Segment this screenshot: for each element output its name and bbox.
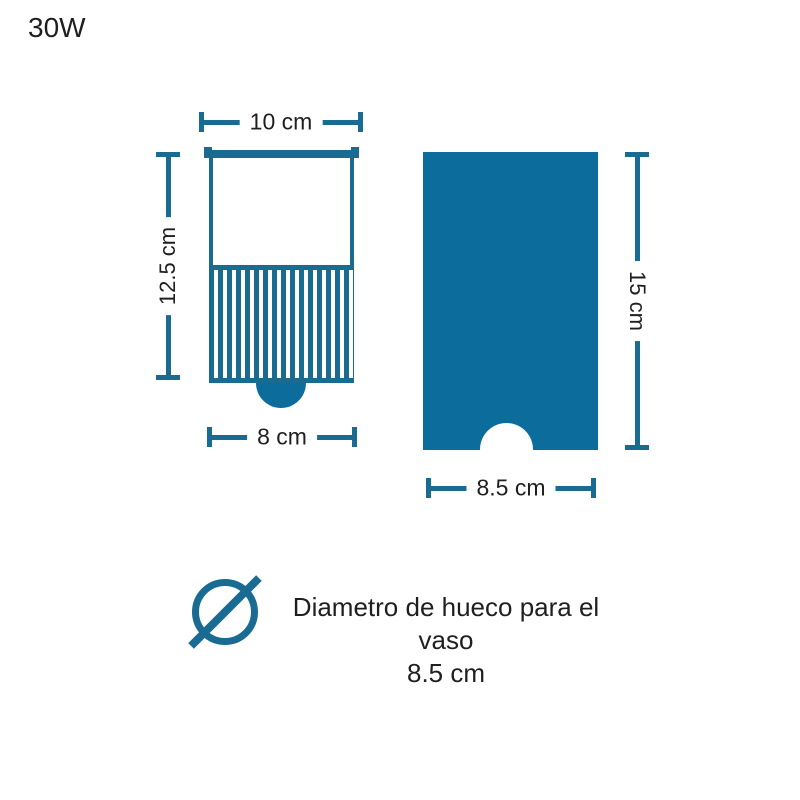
- dim-front-height: [156, 152, 180, 380]
- holder-bottom-knob: [256, 383, 306, 408]
- dim-top-width: [199, 108, 363, 135]
- diameter-note: [270, 591, 622, 690]
- dimension-end-cap: [625, 445, 649, 450]
- dim-side-height-label: 15 cm: [625, 261, 649, 341]
- dim-front-height-label: 12.5 cm: [156, 217, 180, 315]
- dim-side-bottom-width: [426, 474, 596, 501]
- dimension-end-cap: [207, 427, 212, 447]
- dimension-end-cap: [358, 112, 363, 132]
- lid-end-cap: [351, 147, 359, 158]
- dimension-end-cap: [199, 112, 204, 132]
- diameter-icon: [192, 579, 258, 645]
- dim-side-height: [625, 152, 649, 450]
- wattage-label: 30W: [28, 12, 86, 43]
- holder-fluted-stripes: [209, 270, 354, 378]
- lid-end-cap: [204, 147, 212, 158]
- dim-front-bottom-width-label: 8 cm: [247, 424, 317, 449]
- dim-top-width-label: 10 cm: [240, 109, 323, 134]
- dimension-end-cap: [352, 427, 357, 447]
- dimension-end-cap: [591, 478, 596, 498]
- diameter-note-line2: 8.5 cm: [406, 658, 486, 688]
- dim-side-bottom-width-label: 8.5 cm: [466, 475, 555, 500]
- vaso-hole-notch: [480, 423, 533, 450]
- dimension-end-cap: [156, 152, 180, 157]
- holder-lid-rim: [204, 150, 359, 158]
- dimension-end-cap: [625, 152, 649, 157]
- dimension-end-cap: [156, 375, 180, 380]
- holder-side-silhouette: [423, 152, 598, 450]
- dimension-end-cap: [426, 478, 431, 498]
- diameter-note-line1: Diametro de hueco para el vaso: [292, 592, 600, 655]
- dim-front-bottom-width: [207, 423, 357, 450]
